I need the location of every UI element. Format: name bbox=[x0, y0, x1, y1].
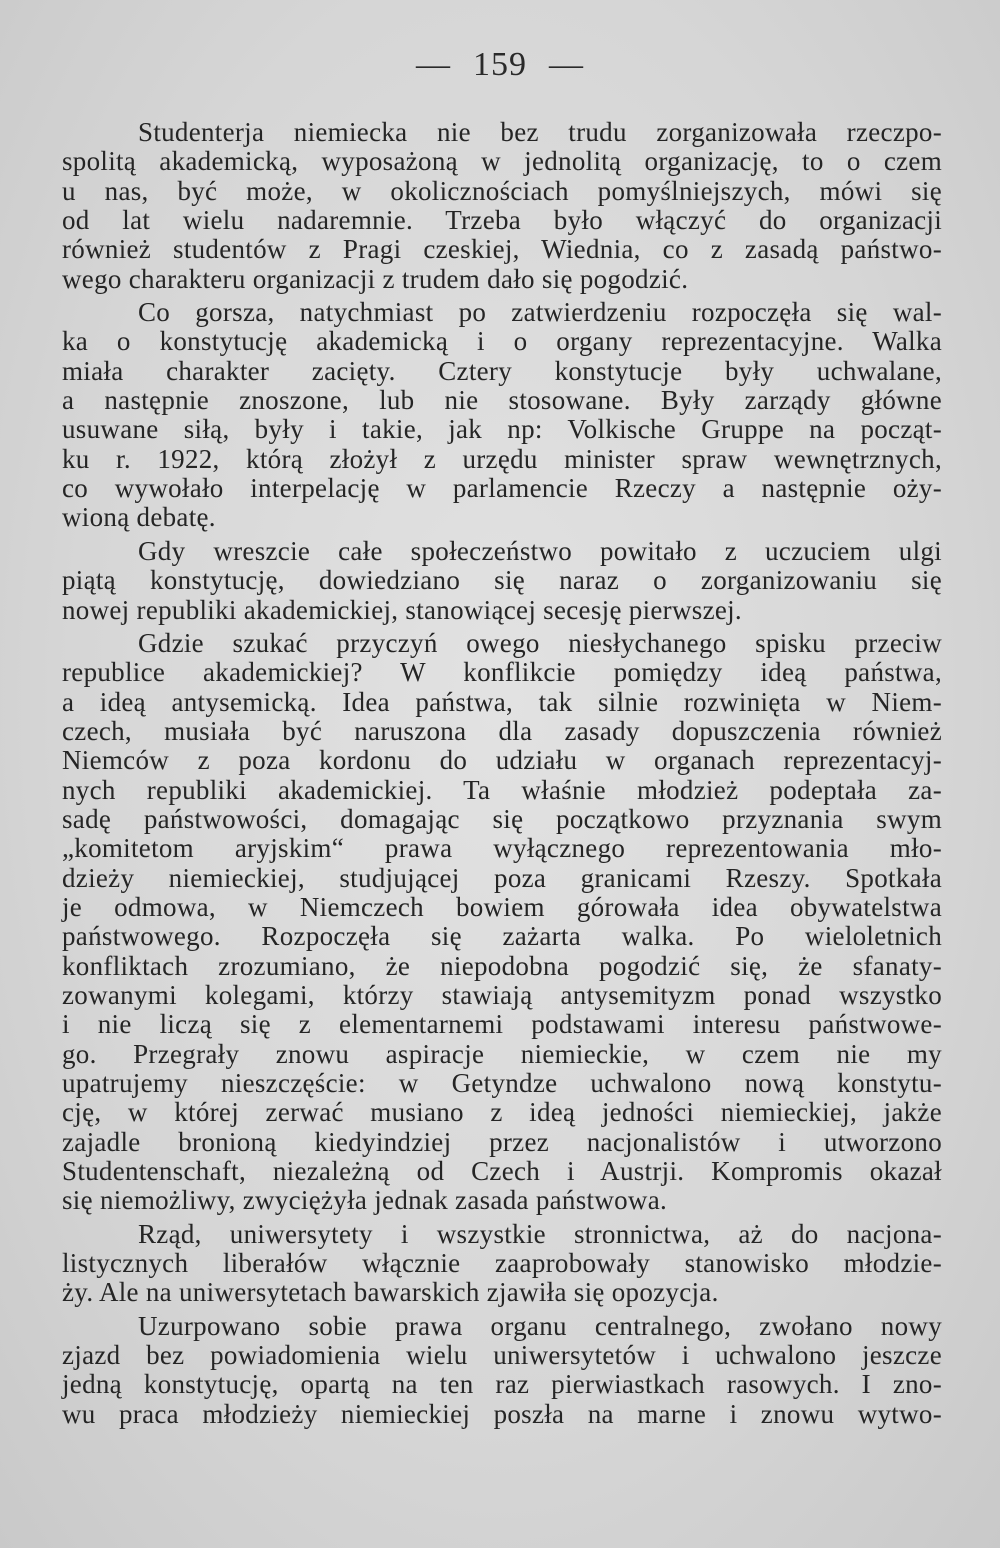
text-line: od lat wielu nadaremnie. Trzeba było włączyć do organizacji bbox=[62, 205, 942, 236]
text-line: zjazd bez powiadomienia wielu uniwersytetów i uchwalono jeszcze bbox=[62, 1340, 942, 1371]
text-line: piątą konstytucję, dowiedziano się naraz o zorganizowaniu się bbox=[62, 565, 942, 596]
text-line: republice akademickiej? W konflikcie pomiędzy ideą państwa, bbox=[62, 657, 942, 688]
text-line: co wywołało interpelację w parlamencie Rzeczy a następnie oży- bbox=[62, 473, 942, 504]
text-line: je odmowa, w Niemczech bowiem górowała idea obywatelstwa bbox=[62, 891, 942, 922]
paragraph bbox=[62, 118, 942, 294]
text-line: Co gorsza, natychmiast po zatwierdzeniu rozpoczęła się wal- bbox=[138, 297, 942, 328]
text-line: również studentów z Pragi czeskiej, Wiednia, co z zasadą państwo- bbox=[62, 234, 942, 265]
paragraph bbox=[62, 1220, 942, 1308]
page-number: 159 bbox=[473, 46, 527, 83]
text-line: wu praca młodzieży niemieckiej poszła na marne i znowu wytwo- bbox=[62, 1398, 942, 1429]
text-line: cję, w której zerwać musiano z ideą jedności niemieckiej, jakże bbox=[62, 1097, 942, 1128]
text-line: miała charakter zacięty. Cztery konstytucje były uchwalane, bbox=[62, 355, 942, 386]
text-line: Gdzie szukać przyczyń owego niesłychanego spisku przeciw bbox=[138, 627, 942, 658]
text-line: a ideą antysemicką. Idea państwa, tak silnie rozwinięta w Niem- bbox=[62, 686, 942, 717]
text-line: Gdy wreszcie całe społeczeństwo powitało z uczuciem ulgi bbox=[138, 535, 942, 566]
text-line: wioną debatę. bbox=[62, 502, 216, 533]
text-line: zowanymi kolegami, którzy stawiają antysemityzm ponad wszystko bbox=[62, 979, 942, 1010]
paragraph bbox=[62, 298, 942, 533]
text-line: nych republiki akademickiej. Ta właśnie młodzież podeptała za- bbox=[62, 774, 942, 805]
paragraph bbox=[62, 537, 942, 625]
text-line: spolitą akademicką, wyposażoną w jednolitą organizację, to o czem bbox=[62, 146, 942, 177]
text-line: Rząd, uniwersytety i wszystkie stronnictwa, aż do nacjona- bbox=[138, 1218, 942, 1249]
text-line: państwowego. Rozpoczęła się zażarta walka. Po wieloletnich bbox=[62, 921, 942, 952]
body-text bbox=[62, 118, 942, 1429]
text-line: ży. Ale na uniwersytetach bawarskich zjawiła się opozycja. bbox=[62, 1277, 719, 1308]
text-line: się niemożliwy, zwyciężyła jednak zasada państwowa. bbox=[62, 1185, 668, 1216]
text-line: dzieży niemieckiej, studjującej poza granicami Rzeszy. Spotkała bbox=[62, 862, 942, 893]
text-line: zajadle bronioną kiedyindziej przez nacjonalistów i utworzono bbox=[62, 1126, 942, 1157]
text-line: Studenterja niemiecka nie bez trudu zorganizowała rzeczpo- bbox=[138, 117, 942, 147]
text-line: Niemców z poza kordonu do udziału w organach reprezentacyj- bbox=[62, 745, 942, 776]
text-line: upatrujemy nieszczęście: w Getyndze uchwalono nową konstytu- bbox=[62, 1068, 942, 1098]
text-line: Studentenschaft, niezależną od Czech i Austrji. Kompromis okazał bbox=[62, 1156, 942, 1187]
text-line: Uzurpowano sobie prawa organu centralnego, zwołano nowy bbox=[138, 1310, 942, 1341]
text-line: a następnie znoszone, lub nie stosowane. Były zarządy główne bbox=[62, 385, 942, 416]
text-line: jedną konstytucję, opartą na ten raz pierwiastkach rasowych. I zno- bbox=[62, 1369, 942, 1400]
text-line: konfliktach zrozumiano, że niepodobna pogodzić się, że sfanaty- bbox=[62, 950, 942, 981]
page-header bbox=[0, 46, 1000, 84]
text-line: czech, musiała być naruszona dla zasady dopuszczenia również bbox=[62, 715, 942, 746]
text-line: sadę państwowości, domagając się początkowo przyznania swym bbox=[62, 803, 942, 834]
text-line: go. Przegrały znowu aspiracje niemieckie, w czem nie my bbox=[62, 1038, 942, 1069]
text-line: wego charakteru organizacji z trudem dało się pogodzić. bbox=[62, 263, 689, 294]
paragraph bbox=[62, 629, 942, 1216]
paragraph bbox=[62, 1312, 942, 1429]
header-dash-right: — bbox=[549, 46, 584, 83]
header-dash-left: — bbox=[416, 46, 451, 83]
text-line: nowej republiki akademickiej, stanowiącej secesję pierwszej. bbox=[62, 594, 742, 625]
text-line: „komitetom aryjskim“ prawa wyłącznego reprezentowania mło- bbox=[62, 833, 942, 864]
text-line: usuwane siłą, były i takie, jak np: Volkische Gruppe na począt- bbox=[62, 414, 942, 445]
text-line: u nas, być może, w okolicznościach pomyślniejszych, mówi się bbox=[62, 175, 942, 206]
text-line: i nie liczą się z elementarnemi podstawami interesu państwowe- bbox=[62, 1009, 942, 1040]
text-line: ku r. 1922, którą złożył z urzędu minister spraw wewnętrznych, bbox=[62, 443, 942, 474]
text-line: ka o konstytucję akademicką i o organy reprezentacyjne. Walka bbox=[62, 326, 942, 357]
text-line: listycznych liberałów włącznie zaaprobowały stanowisko młodzie- bbox=[62, 1248, 942, 1279]
